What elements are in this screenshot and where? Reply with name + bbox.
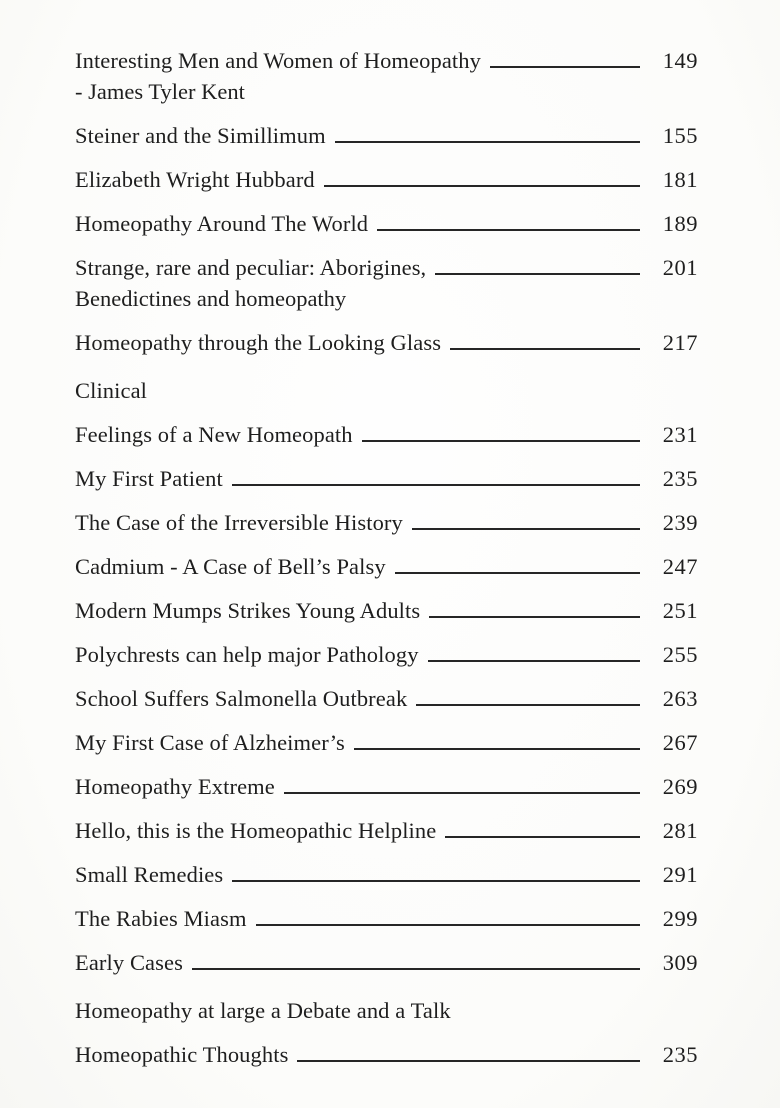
toc-entry <box>75 772 698 802</box>
chapter-title: The Case of the Irreversible History <box>75 510 403 535</box>
toc-entry-line <box>75 948 698 978</box>
chapter-title: Hello, this is the Homeopathic Helpline <box>75 818 437 843</box>
leader-line <box>395 572 640 574</box>
chapter-title: Small Remedies <box>75 862 224 887</box>
toc-entry <box>75 165 698 195</box>
page-number: 201 <box>662 255 698 280</box>
chapter-title: Homeopathy Around The World <box>75 211 369 236</box>
leader-line <box>335 141 640 143</box>
page-number: 217 <box>662 330 698 355</box>
chapter-title: Homeopathy through the Looking Glass <box>75 330 442 355</box>
toc-entry-line <box>75 996 698 1026</box>
leader-line <box>354 748 640 750</box>
toc-entry <box>75 420 698 450</box>
toc-entry-line <box>75 772 698 802</box>
page-number: 149 <box>662 48 698 73</box>
toc-entry-line <box>75 596 698 626</box>
page-number: 299 <box>662 906 698 931</box>
toc-section-heading <box>75 996 698 1026</box>
toc-entry <box>75 728 698 758</box>
page-number: 181 <box>662 167 698 192</box>
toc-entry <box>75 816 698 846</box>
chapter-title: Homeopathic Thoughts <box>75 1042 289 1067</box>
chapter-title: Elizabeth Wright Hubbard <box>75 167 315 192</box>
leader-line <box>377 229 640 231</box>
toc-entry-line <box>75 376 698 406</box>
page-number: 267 <box>662 730 698 755</box>
leader-line <box>428 660 640 662</box>
toc-section-heading <box>75 376 698 406</box>
page-number: 251 <box>662 598 698 623</box>
page-number: 189 <box>662 211 698 236</box>
chapter-title: Homeopathy Extreme <box>75 774 275 799</box>
leader-line <box>232 484 640 486</box>
toc-entry <box>75 948 698 978</box>
page-number: 235 <box>662 466 698 491</box>
leader-line <box>362 440 640 442</box>
toc-entry <box>75 508 698 538</box>
toc-entry <box>75 253 698 314</box>
chapter-title: Cadmium - A Case of Bell’s Palsy <box>75 554 386 579</box>
toc-entry <box>75 209 698 239</box>
leader-line <box>435 273 640 275</box>
toc-entry-line <box>75 209 698 239</box>
toc-entry-line <box>75 165 698 195</box>
page-number: 255 <box>662 642 698 667</box>
toc-entry-line <box>75 46 698 76</box>
page-number: 291 <box>662 862 698 887</box>
toc-entry <box>75 121 698 151</box>
toc-entry-line <box>75 728 698 758</box>
leader-line <box>445 836 640 838</box>
chapter-title-continuation: - James Tyler Kent <box>75 79 245 104</box>
page-number: 309 <box>662 950 698 975</box>
toc-entry <box>75 464 698 494</box>
page-number: 281 <box>662 818 698 843</box>
page-number: 263 <box>662 686 698 711</box>
page-number: 247 <box>662 554 698 579</box>
toc-entry <box>75 552 698 582</box>
leader-line <box>450 348 640 350</box>
page-number: 231 <box>662 422 698 447</box>
toc-entry-line <box>75 684 698 714</box>
chapter-title: The Rabies Miasm <box>75 906 247 931</box>
page-number: 155 <box>662 123 698 148</box>
leader-line <box>192 968 640 970</box>
toc-entry-line <box>75 420 698 450</box>
toc-entry <box>75 640 698 670</box>
leader-line <box>412 528 640 530</box>
toc-entry-line <box>75 904 698 934</box>
toc-entry-line <box>75 328 698 358</box>
chapter-title: My First Case of Alzheimer’s <box>75 730 345 755</box>
toc-entry-line <box>75 508 698 538</box>
section-heading-label: Homeopathy at large a Debate and a Talk <box>75 998 451 1023</box>
page-number: 239 <box>662 510 698 535</box>
chapter-title: School Suffers Salmonella Outbreak <box>75 686 408 711</box>
toc-entry-line <box>75 253 698 283</box>
chapter-title-continuation: Benedictines and homeopathy <box>75 286 347 311</box>
chapter-title: Polychrests can help major Pathology <box>75 642 419 667</box>
toc-entry-line <box>75 121 698 151</box>
toc-entry-line <box>75 464 698 494</box>
chapter-title: Feelings of a New Homeopath <box>75 422 353 447</box>
toc-entry <box>75 860 698 890</box>
chapter-title: My First Patient <box>75 466 223 491</box>
chapter-title: Interesting Men and Women of Homeopathy <box>75 48 481 73</box>
leader-line <box>232 880 640 882</box>
leader-line <box>429 616 640 618</box>
toc-entry-line <box>75 640 698 670</box>
toc-entry-line <box>75 552 698 582</box>
section-heading-label: Clinical <box>75 378 148 403</box>
toc-entry <box>75 904 698 934</box>
toc-entry <box>75 328 698 358</box>
toc-entry <box>75 46 698 107</box>
chapter-title: Early Cases <box>75 950 183 975</box>
toc-entry-line <box>75 816 698 846</box>
leader-line <box>324 185 640 187</box>
leader-line <box>284 792 640 794</box>
leader-line <box>416 704 640 706</box>
toc-list <box>75 46 698 1070</box>
toc-entry-line <box>75 860 698 890</box>
leader-line <box>297 1060 640 1062</box>
page-number: 269 <box>662 774 698 799</box>
toc-entry-line <box>75 1040 698 1070</box>
toc-entry <box>75 1040 698 1070</box>
chapter-title: Steiner and the Simillimum <box>75 123 326 148</box>
page-number: 235 <box>662 1042 698 1067</box>
leader-line <box>256 924 640 926</box>
toc-entry <box>75 596 698 626</box>
chapter-title: Modern Mumps Strikes Young Adults <box>75 598 421 623</box>
chapter-title: Strange, rare and peculiar: Aborigines, <box>75 255 427 280</box>
toc-entry <box>75 684 698 714</box>
leader-line <box>490 66 640 68</box>
